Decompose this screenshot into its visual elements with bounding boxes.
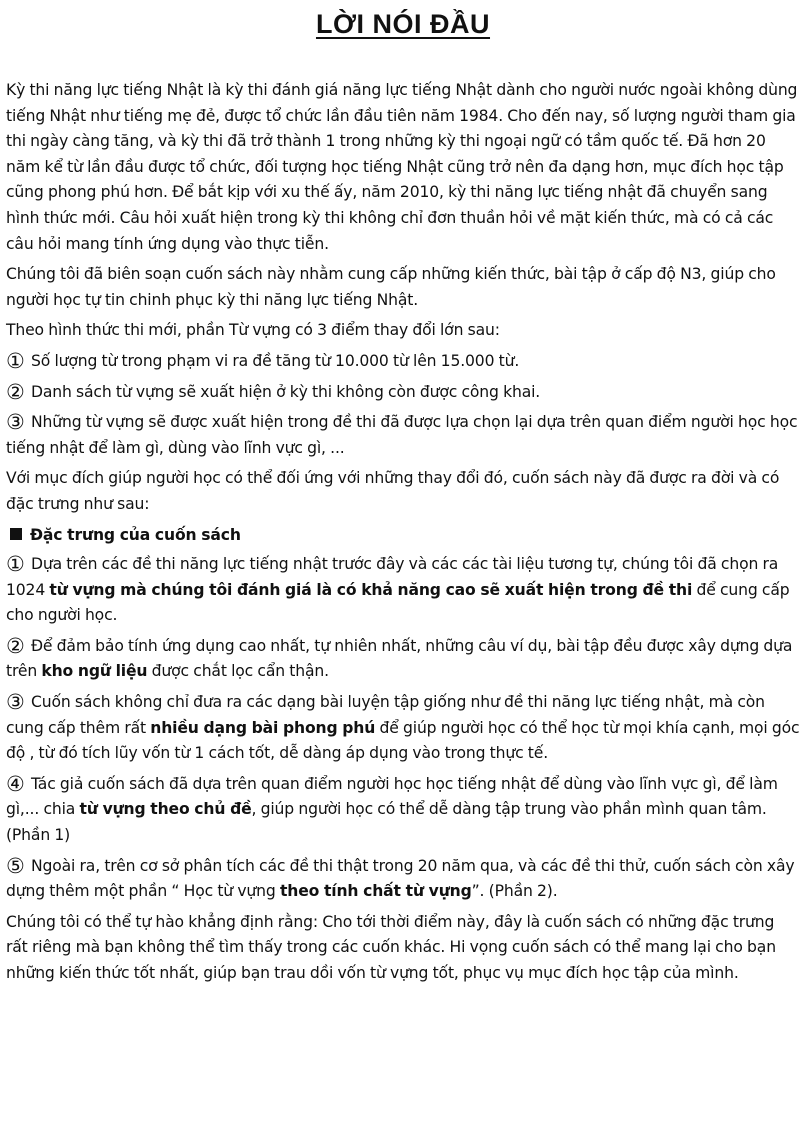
intro-paragraph: Kỳ thi năng lực tiếng Nhật là kỳ thi đánh giá năng lực tiếng Nhật dành cho người nước ngoài không dùng tiếng Nhật như tiếng mẹ đẻ, được tổ chức lần đầu tiên năm 1984. Cho đến nay, số lượng người tham gia thi ngày càng tăng, và kỳ thi đã trở thành 1 trong những kỳ thi ngoại ngữ có tầm quốc tế. Đã hơn 20 năm kể từ lần đầu được tổ chức, đối tượng học tiếng Nhật cũng trở nên đa dạng hơn, mục đích học tập cũng phong phú hơn. Để bắt kịp với xu thế ấy, năm 2010, kỳ thi năng lực tiếng nhật đã chuyển sang hình thức mới. Câu hỏi xuất hiện trong kỳ thi không chỉ đơn thuần hỏi về mặt kiến thức, mà có cả các câu hỏi mang tính ứng dụng vào thực tiễn. <box>6 81 798 253</box>
feature-item-5 <box>6 854 800 905</box>
change-text: Những từ vựng sẽ được xuất hiện trong đề thi đã được lựa chọn lại dựa trên quan điểm người học học tiếng nhật để làm gì, dùng vào lĩnh vực gì, ... <box>6 413 798 457</box>
feature-highlight: kho ngữ liệu <box>41 662 148 681</box>
number-marker: ③ <box>6 410 25 435</box>
feature-item-2 <box>6 634 800 685</box>
feature-highlight: theo tính chất từ vựng <box>279 882 472 901</box>
features-heading <box>6 523 800 549</box>
feature-text-end: ”. (Phần 2). <box>471 882 558 901</box>
change-item-3 <box>6 410 800 461</box>
response-paragraph: Với mục đích giúp người học có thể đối ứng với những thay đổi đó, cuốn sách này đã được ra đời và có đặc trưng như sau: <box>6 469 780 513</box>
feature-text-end: để giúp người học có thể học từ mọi khía cạnh, mọi góc độ , từ đó tích lũy vốn từ 1 cách tốt, dễ dàng áp dụng vào trong thực tế. <box>6 718 800 763</box>
square-bullet-icon <box>10 528 22 540</box>
change-item-1 <box>6 349 800 375</box>
number-marker: ② <box>6 379 25 404</box>
feature-highlight: nhiều dạng bài phong phú <box>150 718 376 737</box>
change-text: Số lượng từ trong phạm vi ra đề tăng từ 10.000 từ lên 15.000 từ. <box>31 351 520 370</box>
number-marker: ① <box>6 348 25 373</box>
number-marker: ④ <box>6 771 25 796</box>
feature-highlight: từ vựng mà chúng tôi đánh giá là có khả năng cao sẽ xuất hiện trong đề thi <box>49 580 693 599</box>
number-marker: ② <box>6 633 25 658</box>
number-marker: ⑤ <box>6 853 25 878</box>
features-heading-text: Đặc trưng của cuốn sách <box>30 525 241 544</box>
changes-intro: Theo hình thức thi mới, phần Từ vựng có 3 điểm thay đổi lớn sau: <box>6 321 500 340</box>
feature-text-end: để cung cấp cho người học. <box>6 580 790 625</box>
feature-item-3 <box>6 690 800 767</box>
change-item-2 <box>6 380 800 406</box>
feature-text: Dựa trên các đề thi năng lực tiếng nhật trước đây và các các tài liệu tương tự, chúng tôi đã chọn ra 1024 <box>6 555 779 599</box>
feature-text: Tác giả cuốn sách đã dựa trên quan điểm người học học tiếng nhật để dùng vào lĩnh vực gì, để làm gì,... chia <box>6 774 778 819</box>
document-body <box>6 78 800 987</box>
change-text: Danh sách từ vựng sẽ xuất hiện ở kỳ thi không còn được công khai. <box>31 382 541 401</box>
closing-paragraph: Chúng tôi có thể tự hào khẳng định rằng: Cho tới thời điểm này, đây là cuốn sách có những đặc trưng rất riêng mà bạn không thể tìm thấy trong các cuốn khác. Hi vọng cuốn sách có thể mang lại cho bạn những kiến thức tốt nhất, giúp bạn trau dồi vốn từ vựng tốt, phục vụ mục đích học tập của mình. <box>6 912 776 982</box>
feature-text: Ngoài ra, trên cơ sở phân tích các đề thi thật trong 20 năm qua, và các đề thi thử, cuốn sách còn xây dựng thêm một phần “ Học từ vựng <box>6 856 795 901</box>
number-marker: ③ <box>6 690 25 715</box>
feature-highlight: từ vựng theo chủ đề <box>79 800 252 819</box>
feature-item-4 <box>6 772 800 849</box>
feature-text: Cuốn sách không chỉ đưa ra các dạng bài luyện tập giống như đề thi năng lực tiếng nhật, mà còn cung cấp thêm rất <box>6 693 765 737</box>
feature-text-end: , giúp người học có thể dễ dàng tập trung vào phần mình quan tâm. (Phần 1) <box>6 800 767 845</box>
number-marker: ① <box>6 552 25 577</box>
feature-text: Để đảm bảo tính ứng dụng cao nhất, tự nhiên nhất, những câu ví dụ, bài tập đều được xây dựng dựa trên <box>6 636 793 681</box>
page-title: LỜI NÓI ĐẦU <box>315 9 491 39</box>
feature-text-end: được chắt lọc cẩn thận. <box>147 662 329 681</box>
feature-item-1 <box>6 552 800 629</box>
purpose-paragraph: Chúng tôi đã biên soạn cuốn sách này nhằm cung cấp những kiến thức, bài tập ở cấp độ N3, giúp cho người học tự tin chinh phục kỳ thi năng lực tiếng Nhật. <box>6 265 776 309</box>
